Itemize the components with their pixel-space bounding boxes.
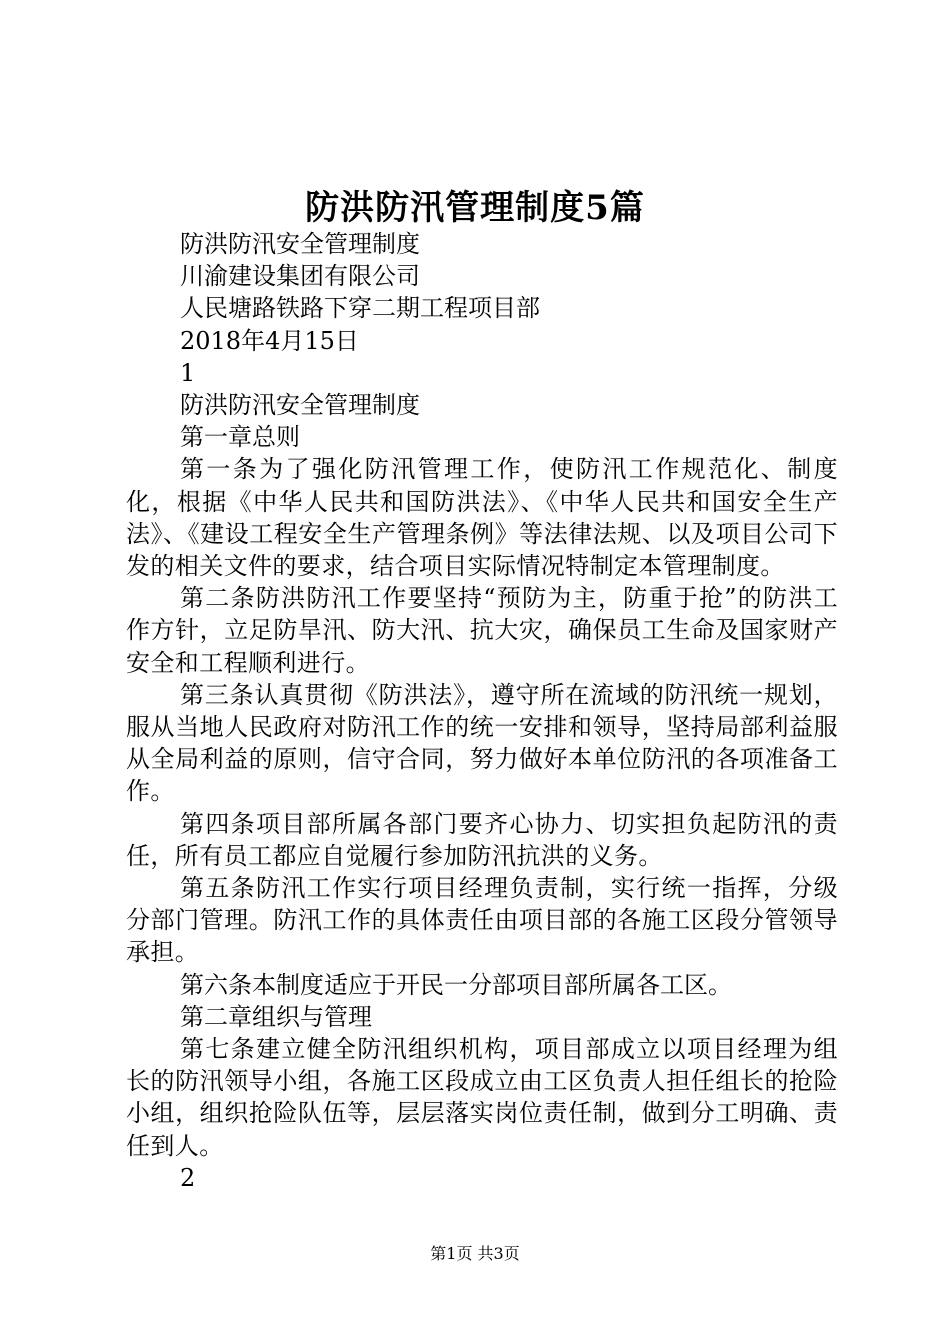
page-footer: 第1页 共3页 xyxy=(430,1244,520,1263)
article-paragraph: 第一条为了强化防汛管理工作，使防汛工作规范化、制度化，根据《中华人民共和国防洪法》、《中华人民共和国安全生产法》、《建设工程安全生产管理条例》等法律法规、以及项目公司下发的相关文件的要求，结合项目实际情况特制定本管理制度。 xyxy=(126,455,838,581)
chapter-heading: 第一章总则 xyxy=(180,423,300,452)
article-paragraph: 第二条防洪防汛工作要坚持“预防为主，防重于抢”的防洪工作方针，立足防旱汛、防大汛、抗大灾，确保员工生命及国家财产安全和工程顺利进行。 xyxy=(126,584,838,677)
document-body xyxy=(126,228,838,1194)
article-paragraph: 第五条防汛工作实行项目经理负责制，实行统一指挥，分级分部门管理。防汛工作的具体责任由项目部的各施工区段分管领导承担。 xyxy=(126,874,838,967)
section-heading: 防洪防汛安全管理制度 xyxy=(180,230,420,258)
page-marker: 1 xyxy=(180,358,196,387)
project-name: 人民塘路铁路下穿二期工程项目部 xyxy=(180,294,540,323)
article-paragraph: 第七条建立健全防汛组织机构，项目部成立以项目经理为组长的防汛领导小组，各施工区段成立由工区负责人担任组长的抢险小组，组织抢险队伍等，层层落实岗位责任制，做到分工明确、责任到人。 xyxy=(126,1035,838,1160)
article-paragraph: 第三条认真贯彻《防洪法》，遵守所在流域的防汛统一规划，服从当地人民政府对防汛工作的统一安排和领导，坚持局部利益服从全局利益的原则，信守合同，努力做好本单位防汛的各项准备工作。 xyxy=(126,680,838,806)
company-name: 川渝建设集团有限公司 xyxy=(180,262,420,291)
document-date: 2018年4月15日 xyxy=(180,326,359,355)
article-paragraph: 第四条项目部所属各部门要齐心协力、切实担负起防汛的责任，所有员工都应自觉履行参加防汛抗洪的义务。 xyxy=(126,809,838,870)
document-title: 防洪防汛管理制度5篇 xyxy=(305,188,645,228)
page-marker: 2 xyxy=(180,1163,196,1192)
section-heading: 防洪防汛安全管理制度 xyxy=(180,391,420,420)
article-line: 第六条本制度适应于开民一分部项目部所属各工区。 xyxy=(180,970,732,999)
chapter-heading: 第二章组织与管理 xyxy=(180,1002,372,1031)
